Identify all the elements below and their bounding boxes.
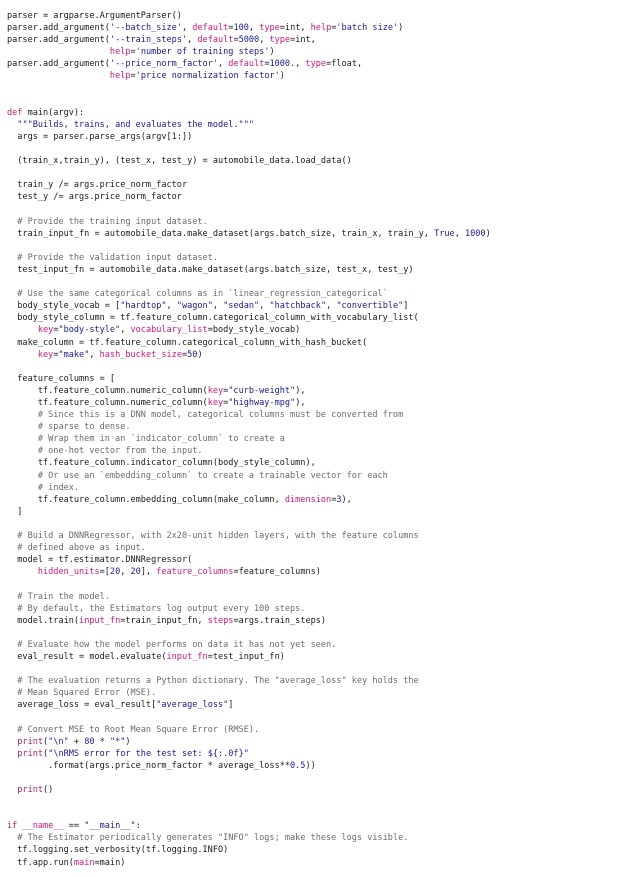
code-line [7, 83, 637, 95]
code-text: parser = argparse.ArgumentParser() [7, 11, 182, 21]
kwarg-token: key [37, 325, 54, 336]
kwarg-token: key [37, 349, 54, 360]
code-text: model.train( [7, 615, 80, 626]
code-line [7, 22, 637, 34]
code-text: = [53, 349, 59, 360]
code-text: = [181, 349, 188, 360]
code-text: , [217, 59, 229, 70]
kwarg-token: type [305, 59, 327, 70]
code-text: = [130, 47, 136, 58]
code-line [7, 167, 637, 179]
comment-token: # Evaluate how the model performs on data it has not yet seen. [7, 639, 337, 650]
code-text: ( [43, 736, 49, 747]
kwarg-token: hidden_units [37, 567, 100, 578]
code-text: + [68, 736, 85, 747]
code-text: body_style_column = tf.feature_column.categorical_column_with_vocabulary_list( [7, 313, 419, 324]
string-token: "wagon" [176, 301, 213, 312]
code-line [7, 107, 637, 119]
code-text: ) [398, 23, 404, 34]
code-text: * [94, 736, 110, 747]
code-text: =args.train_steps) [233, 615, 327, 626]
code-text: =[ [99, 567, 110, 578]
code-line [7, 288, 637, 300]
code-line [7, 663, 637, 675]
code-line [7, 409, 637, 421]
kwarg-token: steps [207, 615, 234, 626]
string-token: "make" [58, 349, 90, 360]
kwarg-token: type [259, 23, 280, 34]
code-line [7, 530, 637, 542]
code-text: ( [43, 748, 49, 759]
comment-token: # Provide the validation input dataset. [7, 252, 218, 263]
string-token: 'batch size' [336, 23, 399, 34]
code-line [7, 179, 637, 191]
string-token: "hardtop" [120, 301, 167, 312]
code-line [7, 276, 637, 288]
code-text: test_input_fn = automobile_data.make_dataset(args.batch_size, test_x, test_y) [7, 264, 414, 275]
kwarg-token: help [109, 47, 131, 58]
string-token: "convertible" [336, 301, 404, 312]
number-token: 100 [233, 23, 249, 34]
keyword-token: if [7, 821, 18, 832]
code-line [7, 385, 637, 397]
code-text: )) [305, 760, 316, 771]
code-line [7, 373, 637, 385]
keyword-token: print [7, 736, 44, 747]
code-line [7, 494, 637, 506]
code-text: , [326, 301, 337, 312]
code-text: tf.app.run( [7, 857, 74, 868]
code-line [7, 216, 637, 228]
code-text: ] [228, 700, 234, 711]
string-token: "*" [109, 736, 126, 747]
code-line [7, 264, 637, 276]
code-text: ) [125, 736, 131, 747]
code-text: average_loss = eval_result[ [7, 700, 157, 711]
code-line [7, 651, 637, 663]
string-token: "__main__" [84, 821, 136, 832]
code-text: , [181, 23, 193, 34]
code-line [7, 639, 637, 651]
code-text: model = tf.estimator.DNNRegressor( [7, 555, 193, 566]
code-line [7, 349, 637, 361]
code-line [7, 445, 637, 457]
code-line [7, 324, 637, 336]
comment-token: # Train the model. [7, 591, 110, 602]
kwarg-token: input_fn [166, 651, 208, 662]
code-text: , [120, 325, 131, 336]
number-token: 1 [171, 131, 177, 142]
string-token: "\nRMS error for the test set: ${:.0f}" [48, 748, 249, 759]
code-text: =int, [279, 23, 311, 34]
code-line [7, 70, 637, 82]
code-line [7, 518, 637, 530]
code-line [7, 784, 637, 796]
code-line [7, 542, 637, 554]
code-line [7, 155, 637, 167]
code-text: , [120, 567, 131, 578]
number-token: 20 [109, 567, 121, 578]
kwarg-token: default [197, 35, 234, 46]
string-token: 'price normalization factor' [135, 71, 280, 82]
code-line [7, 361, 637, 373]
code-line [7, 724, 637, 736]
code-line [7, 58, 637, 70]
code-line [7, 591, 637, 603]
code-text: = [264, 59, 270, 70]
code-text: =train_input_fn, [120, 615, 208, 626]
number-token: 3 [336, 494, 342, 505]
code-text: :]) [176, 131, 193, 142]
number-token: 50 [187, 349, 198, 360]
code-line [7, 772, 637, 784]
code-line [7, 808, 637, 820]
code-text: = [331, 23, 337, 34]
code-text: parser.add_argument( [7, 23, 110, 34]
code-line [7, 457, 637, 469]
code-text: eval_result = model.evaluate( [7, 651, 167, 662]
code-text: tf.feature_column.indicator_column(body_style_column), [7, 458, 316, 469]
code-line [7, 748, 637, 760]
code-text: feature_columns = [ [7, 373, 116, 384]
comment-token: # index. [7, 482, 80, 493]
code-text: = [130, 71, 136, 82]
code-text: main(argv): [22, 107, 85, 118]
code-text: == [63, 821, 85, 832]
code-text: tf.logging.set_verbosity(tf.logging.INFO) [7, 845, 229, 856]
code-text: tf.feature_column.numeric_column( [7, 398, 208, 408]
code-text: =test_input_fn) [207, 651, 285, 662]
code-text: ) [279, 71, 285, 82]
code-line [7, 566, 637, 578]
code-text: parser.add_argument( [7, 59, 110, 70]
string-token: """Builds, trains, and evaluates the model.""" [17, 119, 254, 130]
code-line [7, 832, 637, 844]
code-line [7, 10, 637, 22]
code-text: ), [295, 398, 306, 408]
string-token: "hatchback" [269, 301, 327, 312]
code-line [7, 675, 637, 687]
boolean-token: True [434, 228, 455, 239]
code-text: parser.add_argument( [7, 35, 110, 46]
code-text: = [331, 494, 337, 505]
code-text: , [248, 23, 260, 34]
code-text: ) [269, 47, 275, 58]
code-text: =main) [94, 857, 126, 868]
keyword-token: print [7, 748, 44, 759]
keyword-token: def [7, 107, 23, 118]
comment-token: # Build a DNNRegressor, with 2x20-unit hidden layers, with the feature columns [7, 531, 419, 542]
code-text [7, 325, 38, 335]
code-text: tf.feature_column.numeric_column( [7, 385, 208, 396]
code-line [7, 615, 637, 627]
string-token: '--batch_size' [109, 23, 182, 34]
string-token: '--train_steps' [109, 35, 188, 46]
code-text: body_style_vocab = [ [7, 301, 121, 312]
kwarg-token: key [207, 398, 224, 408]
kwarg-token: input_fn [79, 615, 121, 626]
kwarg-token: default [228, 59, 265, 70]
code-text: : [135, 821, 141, 832]
code-line [7, 711, 637, 723]
code-text [7, 120, 17, 130]
code-text: ) [485, 228, 491, 239]
code-line [7, 578, 637, 590]
code-text: , [259, 301, 270, 312]
code-text: =float, [326, 59, 363, 70]
code-text: = [223, 385, 229, 396]
code-text: (train_x,train_y), (test_x, test_y) = automobile_data.load_data() [7, 156, 352, 167]
comment-token: # Use the same categorical columns as in `linear_regression_categorical` [7, 289, 388, 300]
string-token: "average_loss" [156, 700, 229, 711]
comment-token: # Or use an `embedding_column` to create a trainable vector for each [7, 470, 388, 481]
number-token: 5000 [238, 35, 260, 46]
string-token: "\n" [48, 736, 69, 747]
code-text: = [53, 325, 59, 336]
code-text: make_column = tf.feature_column.categorical_column_with_hash_bucket( [7, 337, 368, 348]
code-line [7, 240, 637, 252]
code-line [7, 506, 637, 518]
code-text: train_input_fn = automobile_data.make_dataset(args.batch_size, train_x, train_y, [7, 228, 435, 239]
kwarg-token: help [310, 23, 332, 34]
code-text [7, 71, 110, 81]
code-line [7, 421, 637, 433]
code-line [7, 820, 637, 832]
code-line [7, 252, 637, 264]
code-text: ) [197, 349, 203, 360]
kwarg-token: hash_bucket_size [99, 349, 182, 360]
code-text: = [228, 23, 234, 34]
code-text: , [454, 228, 465, 239]
comment-token: # By default, the Estimators log output every 100 steps. [7, 603, 306, 614]
code-text: =body_style_vocab) [207, 325, 301, 336]
comment-token: # Mean Squared Error (MSE). [7, 688, 157, 699]
string-token: "curb-weight" [228, 385, 296, 396]
code-text: ] [403, 301, 409, 312]
number-token: 20 [130, 567, 141, 578]
code-line [7, 337, 637, 349]
code-text: , [187, 35, 198, 46]
kwarg-token: key [207, 385, 224, 396]
number-token: 80 [84, 736, 95, 747]
code-line [7, 228, 637, 240]
comment-token: # defined above as input. [7, 543, 146, 554]
code-line [7, 736, 637, 748]
code-text: = [233, 35, 239, 46]
string-token: "highway-mpg" [228, 398, 296, 408]
kwarg-token: default [192, 23, 229, 34]
code-text: =feature_columns) [233, 567, 321, 578]
code-line [7, 554, 637, 566]
code-line [7, 687, 637, 699]
code-line [7, 397, 637, 409]
code-line [7, 482, 637, 494]
kwarg-token: dimension [284, 494, 332, 505]
code-line [7, 796, 637, 808]
code-text: , [259, 35, 270, 46]
kwarg-token: __name__ [22, 821, 64, 832]
code-text: .format(args.price_norm_factor * average_loss** [7, 760, 291, 771]
code-text: , [295, 59, 306, 70]
comment-token: # Provide the training input dataset. [7, 216, 208, 227]
comment-token: # Since this is a DNN model, categorical columns must be converted from [7, 410, 404, 421]
code-line [7, 312, 637, 324]
code-text [7, 350, 38, 360]
code-line [7, 131, 637, 143]
kwarg-token: feature_columns [156, 567, 234, 578]
code-text [7, 567, 38, 577]
code-line [7, 143, 637, 155]
number-token: 1000. [269, 59, 296, 70]
code-line [7, 699, 637, 711]
code-text: , [89, 349, 100, 360]
code-text: ] [7, 506, 23, 517]
kwarg-token: vocabulary_list [130, 325, 208, 336]
kwarg-token: help [109, 71, 131, 82]
comment-token: # one-hot vector from the input. [7, 446, 203, 457]
keyword-token: print [7, 785, 44, 795]
string-token: "sedan" [223, 301, 260, 312]
code-text: train_y /= args.price_norm_factor [7, 180, 188, 191]
code-text: ), [295, 385, 306, 396]
string-token: 'number of training steps' [135, 47, 270, 58]
comment-token: # Wrap them in an `indicator_column` to create a [7, 434, 285, 445]
comment-token: # The Estimator periodically generates "INFO" logs; make these logs visible. [7, 833, 409, 844]
code-line [7, 204, 637, 216]
code-line [7, 34, 637, 46]
code-line [7, 760, 637, 772]
number-token: 1000 [464, 228, 486, 239]
code-line [7, 300, 637, 312]
kwarg-token: main [73, 857, 95, 868]
code-line [7, 191, 637, 203]
code-line [7, 470, 637, 482]
code-text: ), [341, 494, 352, 505]
code-line [7, 95, 637, 107]
number-token: 0.5 [290, 760, 306, 771]
comment-token: # sparse to dense. [7, 422, 131, 433]
code-text: () [43, 785, 54, 795]
comment-token: # Convert MSE to Root Mean Square Error (RMSE). [7, 724, 260, 735]
code-line [7, 844, 637, 856]
code-text: , [212, 301, 224, 312]
code-text [7, 47, 110, 57]
comment-token: # The evaluation returns a Python dictionary. The "average_loss" key holds the [7, 676, 419, 687]
code-line [7, 46, 637, 58]
code-line [7, 119, 637, 131]
code-text: args = parser.parse_args(argv[ [7, 131, 172, 142]
code-line [7, 603, 637, 615]
code-text: =int, [290, 35, 316, 46]
code-line [7, 627, 637, 639]
code-line [7, 857, 637, 869]
kwarg-token: type [269, 35, 291, 46]
code-text: , [166, 301, 177, 312]
code-text: test_y /= args.price_norm_factor [7, 192, 182, 203]
code-line [7, 433, 637, 445]
code-text: = [223, 398, 229, 408]
string-token: "body-style" [58, 325, 121, 336]
code-text: ], [140, 567, 157, 578]
code-text: tf.feature_column.embedding_column(make_column, [7, 494, 285, 505]
string-token: '--price_norm_factor' [109, 59, 218, 70]
